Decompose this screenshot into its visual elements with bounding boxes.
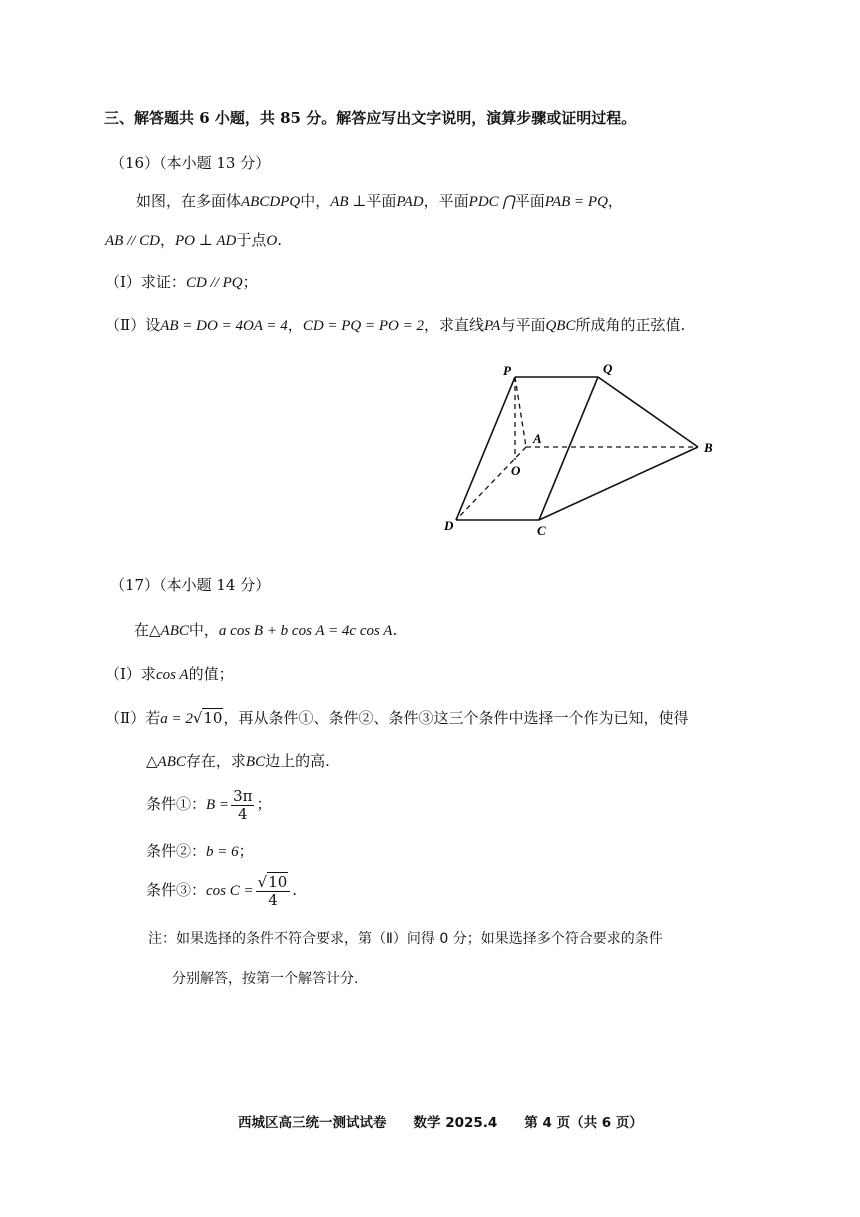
q17-condition-3: 条件③：cos C = $\frac{√10}{4}$ .: [146, 872, 298, 909]
q17-stem: 在△ABC中，a cos B + b cos A = 4c cos A.: [134, 621, 398, 639]
edge-pd: [456, 377, 515, 520]
q17-condition-2: 条件②：b = 6；: [146, 842, 254, 860]
q17-part1: （Ⅰ）求cos A的值；: [105, 665, 234, 683]
edge-cb: [539, 447, 698, 520]
fraction-3pi-4: $\frac{3\pi}{4}$: [233, 786, 253, 823]
q17-note-line1: 注：如果选择的条件不符合要求，第（Ⅱ）问得 0 分；如果选择多个符合要求的条件: [148, 931, 663, 947]
section-header: 三、解答题共 6 小题，共 85 分。解答应写出文字说明，演算步骤或证明过程。: [104, 109, 637, 127]
q16-stem-line2: AB // CD，PO ⊥ AD于点O.: [105, 231, 282, 249]
q17-condition-1: 条件①：B = $\frac{3\pi}{4}$ ；: [146, 786, 272, 823]
edge-qc: [539, 377, 598, 520]
edge-pa: [515, 377, 526, 447]
q16-number: （16）（本小题 13 分）: [110, 154, 271, 172]
label-a: A: [533, 431, 542, 446]
polyhedron-figure: [430, 355, 730, 545]
edge-qb: [598, 377, 698, 447]
fraction-sqrt10-4: $\frac{√10}{4}$: [256, 874, 291, 909]
q17-note-line2: 分别解答，按第一个解答计分.: [172, 971, 359, 987]
label-d: D: [444, 518, 454, 533]
label-b: B: [704, 440, 713, 455]
edge-ad: [456, 447, 526, 520]
q17-number: （17）（本小题 14 分）: [110, 576, 271, 594]
q16-stem-line1: 如图，在多面体ABCDPQ中，AB ⊥平面PAD，平面PDC ⋂平面PAB = PQ，: [136, 192, 623, 210]
q17-part2-line2: △ABC存在，求BC边上的高.: [146, 752, 330, 770]
label-o: O: [511, 463, 521, 478]
label-c: C: [537, 523, 546, 538]
sqrt-10: √10: [192, 709, 223, 727]
q16-part2: （Ⅱ）设AB = DO = 4OA = 4，CD = PQ = PO = 2，求直线PA与平面QBC所成角的正弦值.: [105, 316, 686, 334]
page-footer: 西城区高三统一测试试卷 数学 2025.4 第 4 页（共 6 页）: [238, 1115, 643, 1131]
q16-part1: （Ⅰ）求证：CD // PQ；: [105, 273, 258, 291]
q17-part2: （Ⅱ）若a = 2√10，再从条件①、条件②、条件③这三个条件中选择一个作为已知，使得: [105, 709, 689, 727]
label-p: P: [503, 363, 511, 378]
label-q: Q: [603, 361, 613, 376]
